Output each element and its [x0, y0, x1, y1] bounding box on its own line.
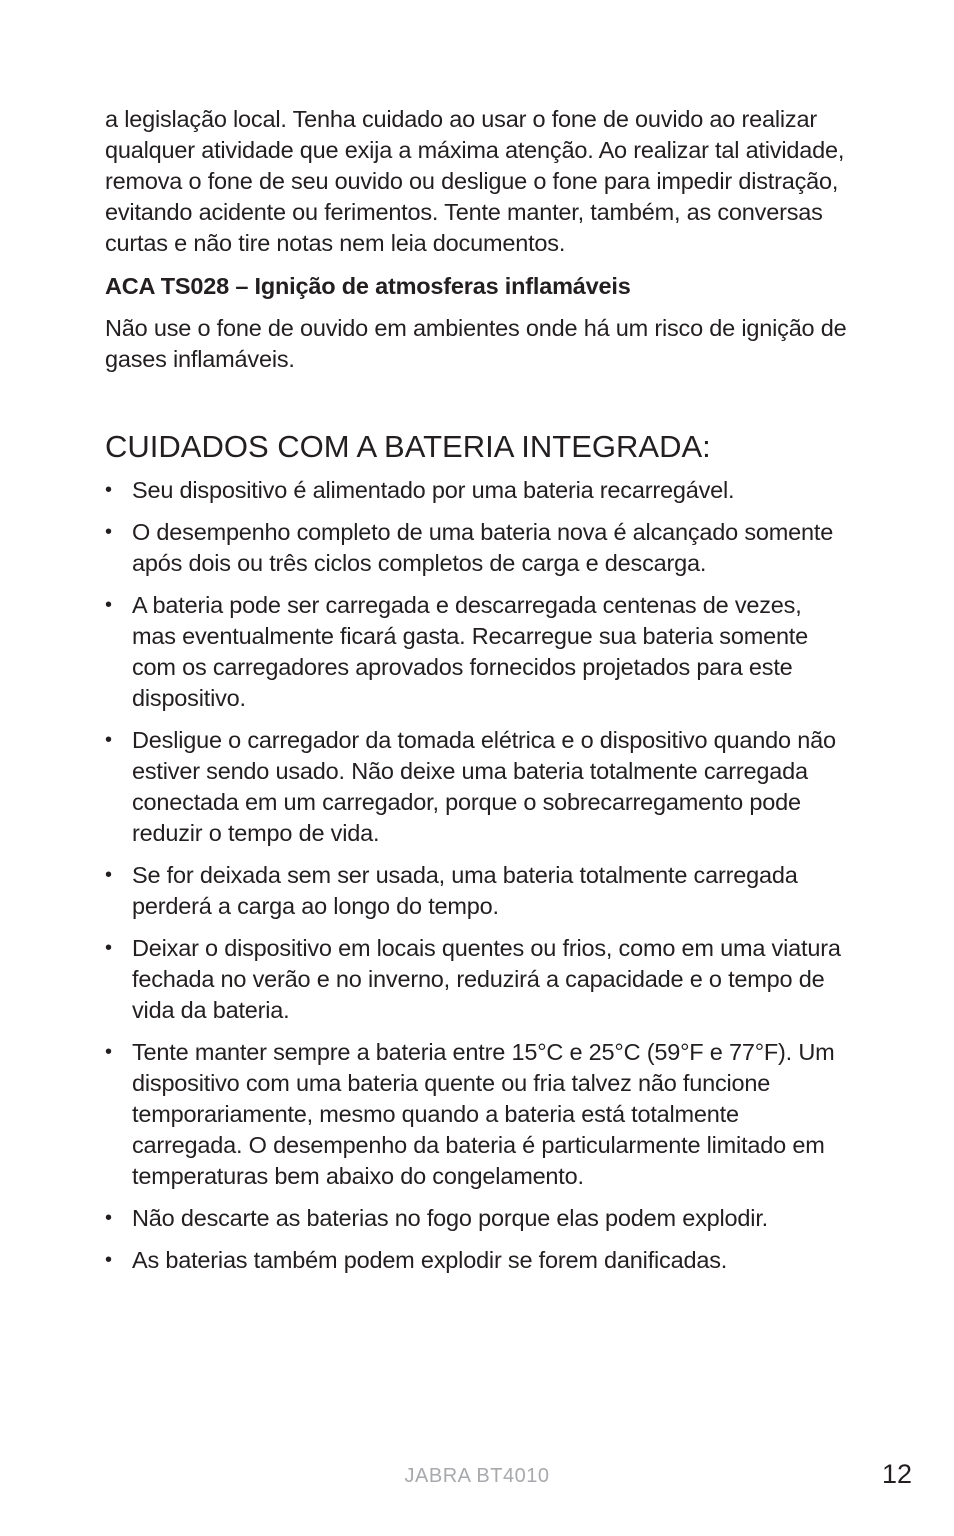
bullet-icon: •: [105, 1207, 112, 1229]
list-item: [105, 1203, 850, 1234]
intro-paragraph: a legislação local. Tenha cuidado ao usar o fone de ouvido ao realizar qualquer atividade que exija a máxima atenção. Ao realizar tal atividade, remova o fone de seu ouvido ou desligue o fone para impedir distração, evitando acidente ou ferimentos. Tente manter, também, as conversas curtas e não tire notas nem leia documentos.: [105, 106, 845, 256]
battery-bullet-list: [105, 475, 850, 1276]
list-item-text: A bateria pode ser carregada e descarregada centenas de vezes, mas eventualmente ficará gasta. Recarregue sua bateria somente com os carregadores aprovados fornecidos projetados para este dispositivo.: [132, 592, 809, 711]
battery-section-title: CUIDADOS COM A BATERIA INTEGRADA:: [105, 429, 711, 464]
list-item: [105, 1245, 850, 1276]
list-item: [105, 933, 850, 1026]
list-item: [105, 517, 850, 579]
list-item: [105, 590, 850, 714]
list-item-text: Seu dispositivo é alimentado por uma bateria recarregável.: [132, 477, 735, 503]
list-item-text: Tente manter sempre a bateria entre 15°C e 25°C (59°F e 77°F). Um dispositivo com uma bateria quente ou fria talvez não funcione temporariamente, mesmo quando a bateria está totalmente carregada. O desempenho da bateria é particularmente limitado em temperaturas bem abaixo do congelamento.: [132, 1039, 835, 1189]
list-item-text: Se for deixada sem ser usada, uma bateria totalmente carregada perderá a carga ao longo do tempo.: [132, 862, 798, 919]
bullet-icon: •: [105, 1041, 112, 1063]
bullet-icon: •: [105, 937, 112, 959]
list-item-text: Deixar o dispositivo em locais quentes ou frios, como em uma viatura fechada no verão e no inverno, reduzirá a capacidade e o tempo de vida da bateria.: [132, 935, 841, 1023]
list-item: [105, 860, 850, 922]
aca-heading: ACA TS028 – Ignição de atmosferas inflamáveis: [105, 273, 631, 299]
list-item: [105, 725, 850, 849]
aca-paragraph: Não use o fone de ouvido em ambientes onde há um risco de ignição de gases inflamáveis.: [105, 315, 847, 372]
bullet-icon: •: [105, 864, 112, 886]
list-item-text: O desempenho completo de uma bateria nova é alcançado somente após dois ou três ciclos completos de carga e descarga.: [132, 519, 834, 576]
bullet-icon: •: [105, 521, 112, 543]
bullet-icon: •: [105, 729, 112, 751]
page-number: 12: [881, 1459, 912, 1489]
document-page: [105, 104, 850, 1287]
list-item-text: Desligue o carregador da tomada elétrica e o dispositivo quando não estiver sendo usado. Não deixe uma bateria totalmente carregada conectada em um carregador, porque o sobrecarregamento pode reduzir o tempo de vida.: [132, 727, 836, 846]
bullet-icon: •: [105, 1249, 112, 1271]
list-item-text: Não descarte as baterias no fogo porque elas podem explodir.: [132, 1205, 768, 1231]
list-item: [105, 475, 850, 506]
bullet-icon: •: [105, 594, 112, 616]
bullet-icon: •: [105, 479, 112, 501]
list-item-text: As baterias também podem explodir se forem danificadas.: [132, 1247, 728, 1273]
footer-brand: JABRA BT4010: [404, 1465, 550, 1487]
list-item: [105, 1037, 850, 1192]
